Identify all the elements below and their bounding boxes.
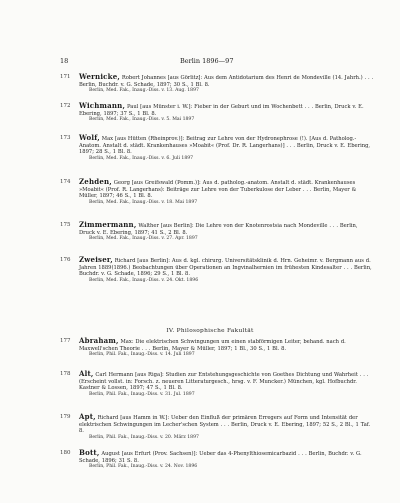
bibliography-entry bbox=[60, 103, 375, 124]
entry-text bbox=[79, 371, 375, 392]
section-heading: IV. Philosophische Fakultät bbox=[166, 328, 254, 334]
bibliography-entry bbox=[60, 135, 375, 163]
author-name: Abraham, bbox=[79, 336, 119, 345]
entry-number: 178 bbox=[60, 371, 71, 377]
entry-text bbox=[79, 135, 375, 156]
entry-description: Max: Die elektrischen Schwingungen um einen stabförmigen Leiter, behand. nach d. Maxwell'schen Theorie . . . Berlin, Mayer & Müller, 1897; 1 Bl., 30 S., 1 Bl. 8. bbox=[79, 339, 346, 352]
entry-number: 176 bbox=[60, 257, 71, 263]
bibliography-entry bbox=[60, 414, 375, 442]
author-name: Zehden, bbox=[79, 177, 112, 186]
entry-number: 173 bbox=[60, 135, 71, 141]
author-name: Wolf, bbox=[79, 133, 100, 142]
author-name: Zweiser, bbox=[79, 255, 113, 264]
entry-text bbox=[79, 74, 375, 88]
entry-description: Richard [aus Berlin]: Aus d. kgl. chirurg. Universitätsklinik d. Hrn. Geheimr. v. Bergmann aus d. Jahren 1889(1896.) Beobachtungen über Operationen an Ingvinalhernien im frühesten Kindesalter . . . Berlin, Buchdr. v. G. Schade, 1896; 29 S., 1 Bl. 8. bbox=[79, 258, 372, 278]
entry-text bbox=[79, 257, 375, 278]
dissertation-note: Berlin, Med. Fak., Inaug.-Diss. v. 24. Okt. 1896 bbox=[89, 278, 199, 284]
entry-number: 179 bbox=[60, 414, 71, 420]
entry-text bbox=[79, 179, 375, 200]
bibliography-entry bbox=[60, 74, 375, 95]
running-title: Berlin 1896—97 bbox=[180, 57, 234, 65]
entry-description: Richard [aus Hamm in W.]: Ueber den Einfluß der primären Erregers auf Form und Intensität der elektrischen Schwingungen im Lecher'schen System . . . Berlin, Druck v. E. Ebering, 1897; 52 S., 2 Bl., 1 Taf. 8. bbox=[79, 415, 371, 435]
entry-description: Walther [aus Berlin]: Die Lehre von der Knotenrostsia nach Mondeville . . . Berlin, Druck v. E. Ebering, 1897; 41 S., 2 Bl. 8. bbox=[79, 223, 358, 236]
dissertation-note: Berlin, Phil. Fak., Inaug.-Diss. v. 31. Jul. 1897 bbox=[89, 392, 195, 398]
dissertation-note: Berlin, Phil. Fak., Inaug.-Diss. v. 24. Nov. 1896 bbox=[89, 464, 198, 470]
dissertation-note: Berlin, Phil. Fak., Inaug.-Diss. v. 14. Juli 1897 bbox=[89, 352, 195, 358]
dissertation-note: Berlin, Phil. Fak., Inaug.-Diss. v. 20. März 1897 bbox=[89, 435, 199, 441]
entry-number: 175 bbox=[60, 222, 71, 228]
bibliography-entry bbox=[60, 222, 375, 243]
dissertation-note: Berlin, Med. Fak., Inaug.-Diss. v. 13. Aug. 1897 bbox=[89, 88, 199, 94]
dissertation-note: Berlin, Med. Fak., Inaug.-Diss. v. 27. Apr. 1897 bbox=[89, 236, 198, 242]
page-header bbox=[60, 57, 360, 67]
author-name: Bott, bbox=[79, 448, 100, 457]
dissertation-note: Berlin, Med. Fak., Inaug.-Diss. v. 18. Mai 1897 bbox=[89, 200, 198, 206]
bibliography-entry bbox=[60, 450, 375, 471]
entry-text bbox=[79, 414, 375, 435]
entry-description: Robert Johannes [aus Görlitz]: Aus dem Antidotarium des Henri de Mondeville (14. Jahrh.) . . . Berlin, Buchdr. v. G. Schade, 1897; 30 S., 1 Bl. 8. bbox=[79, 75, 374, 88]
entry-description: Paul [aus Münster i. W.]: Fieber in der Geburt und im Wochenbett . . . Berlin, Druck v. E. Ebering, 1897; 37 S., 1 Bl. 8. bbox=[79, 104, 364, 117]
entry-text bbox=[79, 103, 375, 117]
entry-text bbox=[79, 222, 375, 236]
author-name: Wichmann, bbox=[79, 101, 126, 110]
bibliography-entry bbox=[60, 371, 375, 399]
author-name: Alt, bbox=[79, 369, 94, 378]
author-name: Zimmermann, bbox=[79, 220, 137, 229]
entry-number: 172 bbox=[60, 103, 71, 109]
page-number: 18 bbox=[60, 57, 69, 65]
bibliography-entry bbox=[60, 338, 375, 359]
dissertation-note: Berlin, Med. Fak., Inaug.-Diss. v. 5. Mai 1897 bbox=[89, 117, 195, 123]
bibliography-entry bbox=[60, 179, 375, 207]
entry-number: 171 bbox=[60, 74, 71, 80]
author-name: Wernicke, bbox=[79, 72, 120, 81]
bibliography-entry bbox=[60, 257, 375, 285]
entry-text bbox=[79, 338, 375, 352]
entry-text bbox=[79, 450, 375, 464]
entry-description: Carl Hermann [aus Riga]: Studien zur Entstehungsgeschichte von Goethes Dichtung und Wahrheit . . . (Erscheint vollst. in: Forsch. z. neueren Litteraturgesch., hrsg. v. F. Muncker.) München, kgl. Hofbuchdr. Kastner & Lossen, 1897; 47 S., 1 Bl. 8. bbox=[79, 372, 369, 392]
entry-description: Georg [aus Greifswald (Pomm.)]: Aus d. patholog.-anatom. Anstalt d. städt. Krankenhauses »Moabit« (Prof. R. Langerhans): Beiträge zur Lehre von der Tuberkulose der Leber . . . Berlin, Mayer & Müller, 1897; 46 S., 1 Bl. 8. bbox=[79, 180, 357, 200]
author-name: Apt, bbox=[79, 412, 96, 421]
dissertation-note: Berlin, Med. Fak., Inaug.-Diss. v. 6. Juli 1897 bbox=[89, 156, 194, 162]
entry-number: 177 bbox=[60, 338, 71, 344]
entry-description: August [aus Erfurt (Prov. Sachsen)]: Ueber das 4-Phenylthiosemicarbazid . . . Berlin, Buchdr. v. G. Schade, 1896; 31 S. 8. bbox=[79, 451, 362, 464]
entry-description: Max [aus Hütten (Rheinprov.)]: Beitrag zur Lehre von der Hydronephrose (!). [Aus d. Patholog.-Anatom. Anstalt d. städt. Krankenhauses »Moabit« (Prof. Dr. R. Langerhans)] . . . Berlin, Druck v. E. Ebering, 1897; 28 S., 1 Bl. 8. bbox=[79, 136, 371, 156]
entry-number: 180 bbox=[60, 450, 71, 456]
entry-number: 174 bbox=[60, 179, 71, 185]
